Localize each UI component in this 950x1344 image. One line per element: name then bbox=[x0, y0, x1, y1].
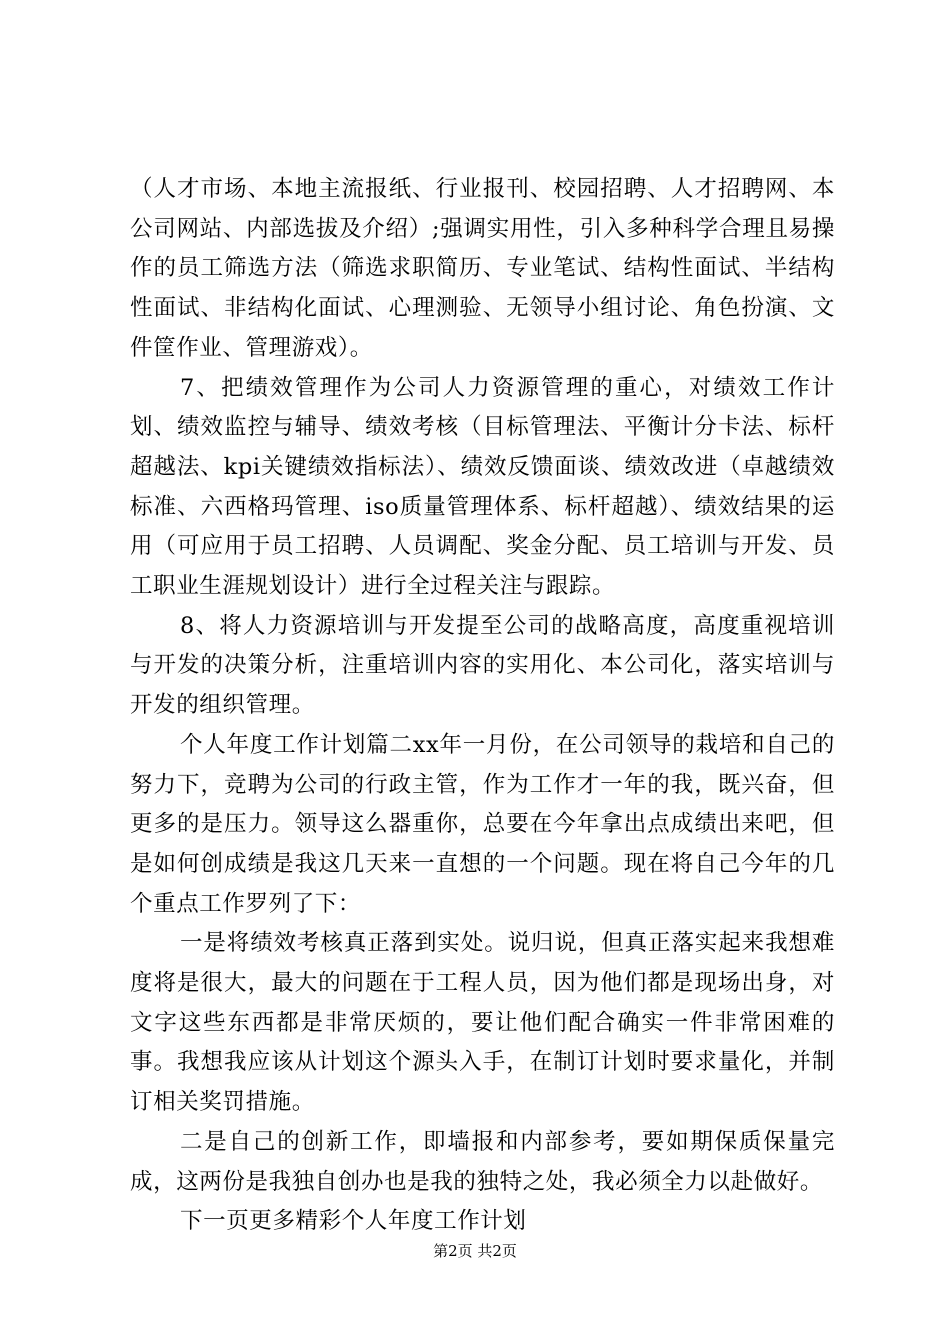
paragraph-training-development: 8、将人力资源培训与开发提至公司的战略高度，高度重视培训与开发的决策分析，注重培训内容的实用化、本公司化，落实培训与开发的组织管理。 bbox=[130, 612, 835, 719]
paragraph-recruitment-channels: （人才市场、本地主流报纸、行业报刊、校园招聘、人才招聘网、本公司网站、内部选拔及介绍）;强调实用性，引入多种科学合理且易操作的员工筛选方法（筛选求职简历、专业笔试、结构性面试、半结构性面试、非结构化面试、心理测验、无领导小组讨论、角色扮演、文件筐作业、管理游戏）。 bbox=[130, 176, 835, 361]
page-number-footer: 第2页 共2页 bbox=[433, 1242, 517, 1260]
paragraph-point-two: 二是自己的创新工作，即墙报和内部参考，要如期保质保量完成，这两份是我独自创办也是我的独特之处，我必须全力以赴做好。 bbox=[130, 1128, 835, 1195]
paragraph-next-page-link: 下一页更多精彩个人年度工作计划 bbox=[180, 1208, 527, 1235]
document-body bbox=[130, 170, 835, 1242]
paragraph-performance-management: 7、把绩效管理作为公司人力资源管理的重心，对绩效工作计划、绩效监控与辅导、绩效考核（目标管理法、平衡计分卡法、标杆超越法、kpi关键绩效指标法）、绩效反馈面谈、绩效改进（卓越绩效标准、六西格玛管理、iso质量管理体系、标杆超越）、绩效结果的运用（可应用于员工招聘、人员调配、奖金分配、员工培训与开发、员工职业生涯规划设计）进行全过程关注与跟踪。 bbox=[130, 374, 835, 600]
paragraph-annual-plan-intro: 个人年度工作计划篇二xx年一月份，在公司领导的栽培和自己的努力下，竞聘为公司的行政主管，作为工作才一年的我，既兴奋，但更多的是压力。领导这么器重你，总要在今年拿出点成绩出来吧，但是如何创成绩是我这几天来一直想的一个问题。现在将自己今年的几个重点工作罗列了下： bbox=[130, 731, 835, 917]
paragraph-point-one: 一是将绩效考核真正落到实处。说归说，但真正落实起来我想难度将是很大，最大的问题在于工程人员，因为他们都是现场出身，对文字这些东西都是非常厌烦的，要让他们配合确实一件非常困难的事。我想我应该从计划这个源头入手，在制订计划时要求量化，并制订相关奖罚措施。 bbox=[130, 930, 835, 1116]
